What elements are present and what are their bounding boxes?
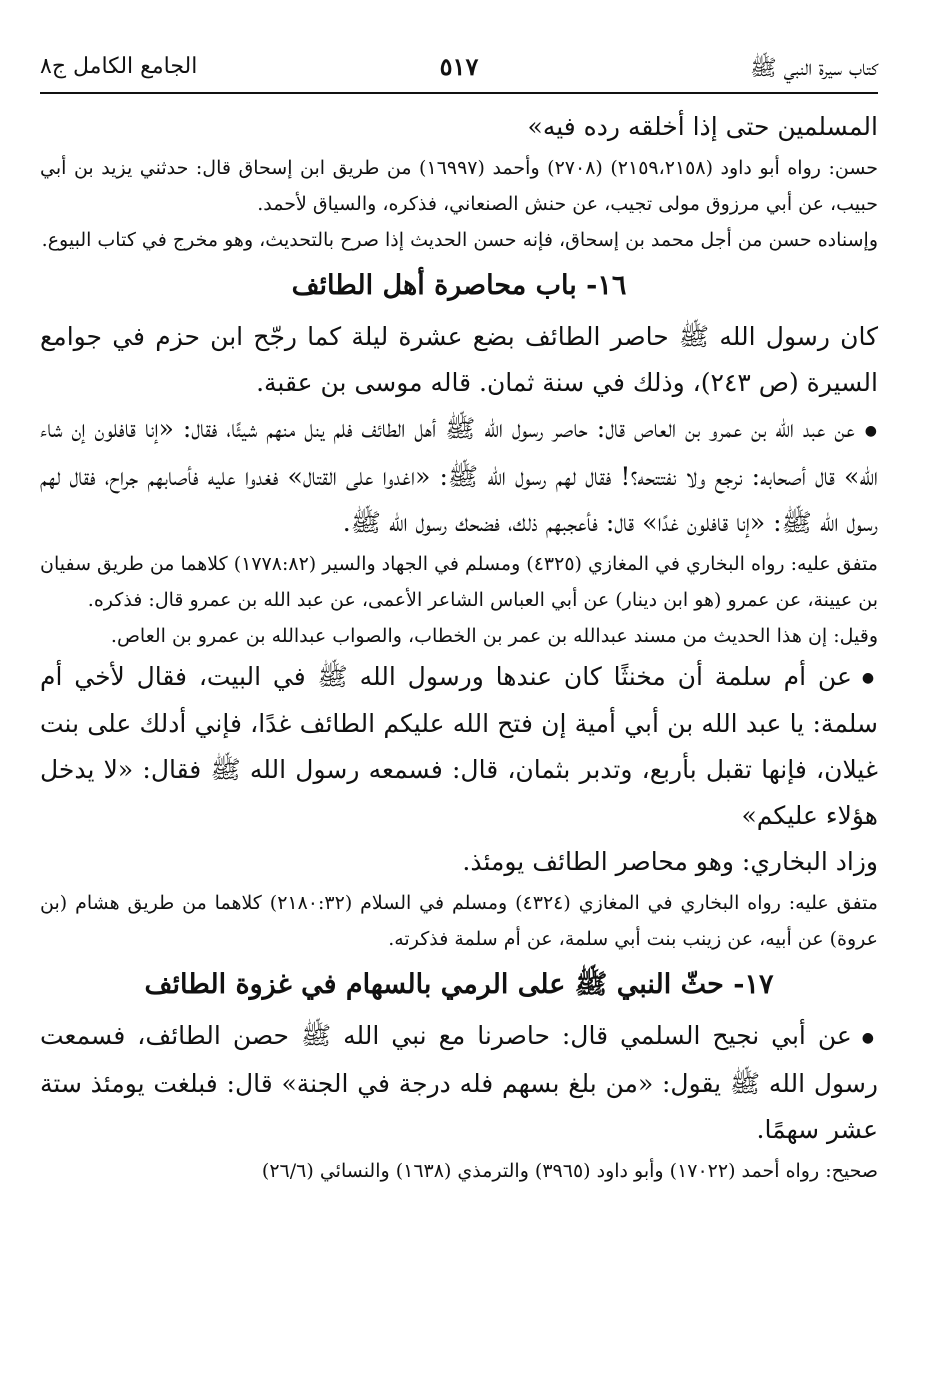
footnote-paragraph: حسن: رواه أبو داود (٢١٥٩،٢١٥٨) (٢٧٠٨) وأحمد (١٦٩٩٧) من طريق ابن إسحاق قال: حدثني يزيد بن أبي حبيب، عن أبي مرزوق مولى تجيب، عن حنش الصنعاني، فذكره، والسياق لأحمد. — [40, 157, 879, 215]
hadith-paragraph: ● عن أبي نجيح السلمي قال: حاصرنا مع نبي الله ﷺ حصن الطائف، فسمعت رسول الله ﷺ يقول: «من بلغ بسهم فله درجة في الجنة» قال: فبلغت يومئذ ستة عشر سهمًا. — [40, 1013, 878, 1153]
footnote-paragraph: وإسناده حسن من أجل محمد بن إسحاق، فإنه حسن الحديث إذا صرح بالتحديث، وهو مخرج في كتاب البيوع. — [41, 229, 878, 251]
text-paragraph: وزاد البخاري: وهو محاصر الطائف يومئذ. — [462, 847, 878, 876]
footnote-paragraph: متفق عليه: رواه البخاري في المغازي (٤٣٢٤) ومسلم في السلام (٢١٨٠:٣٢) كلاهما من طريق هشام (بن عروة) عن أبيه، عن زينب بنت أبي سلمة، عن أم سلمة فذكرته. — [40, 892, 878, 950]
text-paragraph: كان رسول الله ﷺ حاصر الطائف بضع عشرة ليلة كما رجّح ابن حزم في جوامع السيرة (ص ٢٤٣)، وذلك في سنة ثمان. قاله موسى بن عقبة. — [40, 322, 878, 397]
text-paragraph: المسلمين حتى إذا أخلقه رده فيه» — [527, 112, 878, 141]
page-header — [40, 44, 878, 88]
hadith-paragraph: ● عن أم سلمة أن مخنثًا كان عندها ورسول الله ﷺ في البيت، فقال لأخي أم سلمة: يا عبد الله بن أبي أمية إن فتح الله عليكم الطائف غدًا، فإني أدلك على بنت غيلان، فإنها تقبل بأربع، وتدبر بثمان، قال: فسمعه رسول الله ﷺ فقال: «لا يدخل هؤلاء عليكم» — [40, 654, 878, 840]
book-title: كتاب سيرة النبي ﷺ — [750, 56, 878, 81]
footnote-paragraph: صحيح: رواه أحمد (١٧٠٢٢) وأبو داود (٣٩٦٥) والترمذي (١٦٣٨) والنسائي (٢٦/٦) — [261, 1159, 878, 1182]
section-heading: ١٦- باب محاصرة أهل الطائف — [291, 270, 627, 301]
footnote-paragraph: متفق عليه: رواه البخاري في المغازي (٤٣٢٥) ومسلم في الجهاد والسير (١٧٧٨:٨٢) كلاهما من طريق سفيان بن عيينة، عن عمرو (هو ابن دينار) عن أبي العباس الشاعر الأعمى، عن عبد الله بن عمرو قال: فذكره. — [40, 552, 878, 611]
document-page — [40, 44, 878, 1189]
page-number: ٥١٧ — [439, 52, 479, 81]
section-heading: ١٧- حثّ النبي ﷺ على الرمي بالسهام في غزوة الطائف — [144, 969, 774, 1000]
page-content — [40, 104, 878, 1189]
volume-title: الجامع الكامل ج٨ — [40, 54, 198, 79]
header-rule — [40, 92, 878, 94]
hadith-paragraph: ● عن عبد الله بن عمرو بن العاص قال: حاصر رسول الله ﷺ أهل الطائف فلم ينل منهم شيئًا، فقال: «إنا قافلون إن شاء اللّه» قال أصحابه: نرجع ولا نفتتحه؟! فقال لهم رسول الله ﷺ: «اغدوا على القتال» فغدوا عليه فأصابهم جراح، فقال لهم رسول الله ﷺ: «إنا قافلون غدًا» قال: فأعجبهم ذلك، فضحك رسول الله ﷺ. — [40, 406, 878, 546]
footnote-paragraph: وقيل: إن هذا الحديث من مسند عبدالله بن عمر بن الخطاب، والصواب عبدالله بن عمرو بن العاص. — [110, 624, 878, 647]
